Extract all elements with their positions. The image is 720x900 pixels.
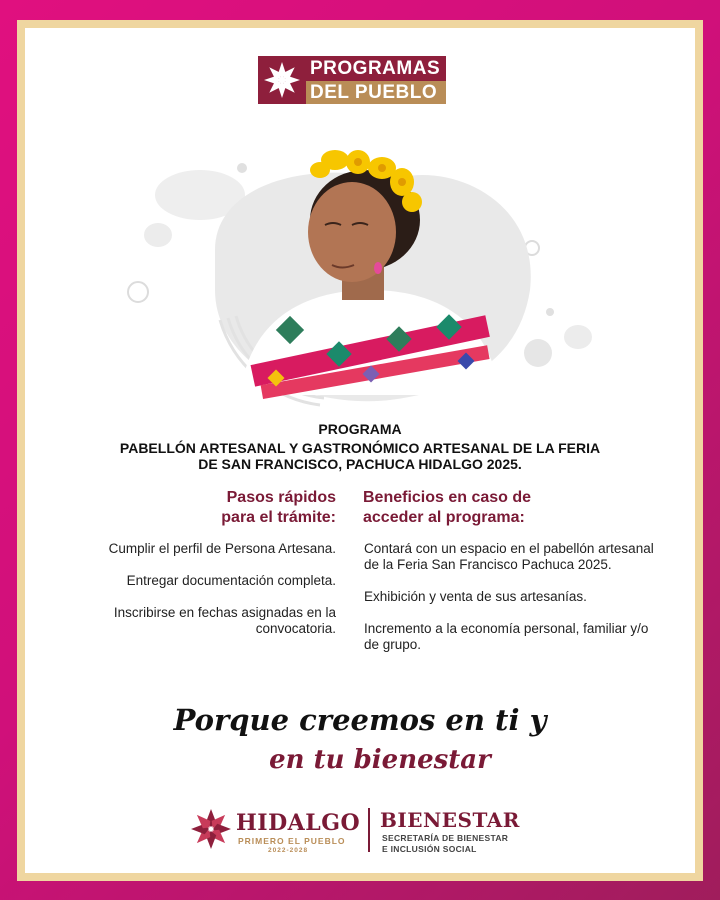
bienestar-subtitle (382, 833, 508, 855)
steps-heading-line-2: para el trámite: (221, 509, 336, 526)
slogan-line-1: Porque creemos en ti y (173, 703, 547, 737)
list-item: Entregar documentación completa. (126, 573, 336, 588)
benefits-list (364, 541, 664, 669)
hidalgo-tagline: PRIMERO EL PUEBLO (238, 836, 346, 846)
slogan-line-2: en tu bienestar (269, 745, 491, 775)
list-item: Exhibición y venta de sus artesanías. (364, 589, 587, 604)
hidalgo-wordmark: HIDALGO (236, 810, 361, 836)
program-label: PROGRAMA (318, 421, 402, 437)
list-item: Incremento a la economía personal, familiar y/o de grupo. (364, 621, 649, 652)
logo-line-2: DEL PUEBLO (306, 81, 446, 104)
list-item: Inscribirse en fechas asignadas en la convocatoria. (113, 605, 336, 636)
hidalgo-years: 2022-2028 (268, 847, 309, 854)
program-title: PABELLÓN ARTESANAL Y GASTRONÓMICO ARTESANAL DE LA FERIA DE SAN FRANCISCO, PACHUCA HIDALGO 2025. (119, 440, 601, 472)
logo-divider (368, 808, 370, 852)
steps-heading (150, 488, 336, 528)
benefits-heading-line-2: acceder al programa: (363, 509, 525, 526)
steps-heading-line-1: Pasos rápidos (226, 489, 336, 506)
star-flower-icon (258, 56, 306, 104)
logo-line-1: PROGRAMAS (306, 56, 446, 81)
bienestar-subtitle-line-1: SECRETARÍA DE BIENESTAR (382, 833, 509, 843)
steps-list (80, 541, 336, 653)
benefits-heading (363, 488, 603, 528)
bienestar-subtitle-line-2: E INCLUSIÓN SOCIAL (382, 844, 477, 854)
footer-logos (190, 806, 540, 854)
star-flower-icon (190, 808, 232, 850)
bienestar-wordmark: BIENESTAR (380, 808, 520, 832)
benefits-heading-line-1: Beneficios en caso de (363, 489, 532, 506)
list-item: Cumplir el perfil de Persona Artesana. (108, 541, 336, 556)
artisan-woman-photo (120, 140, 600, 420)
list-item: Contará con un espacio en el pabellón artesanal de la Feria San Francisco Pachuca 2025. (364, 541, 654, 572)
programas-del-pueblo-logo (258, 56, 446, 104)
